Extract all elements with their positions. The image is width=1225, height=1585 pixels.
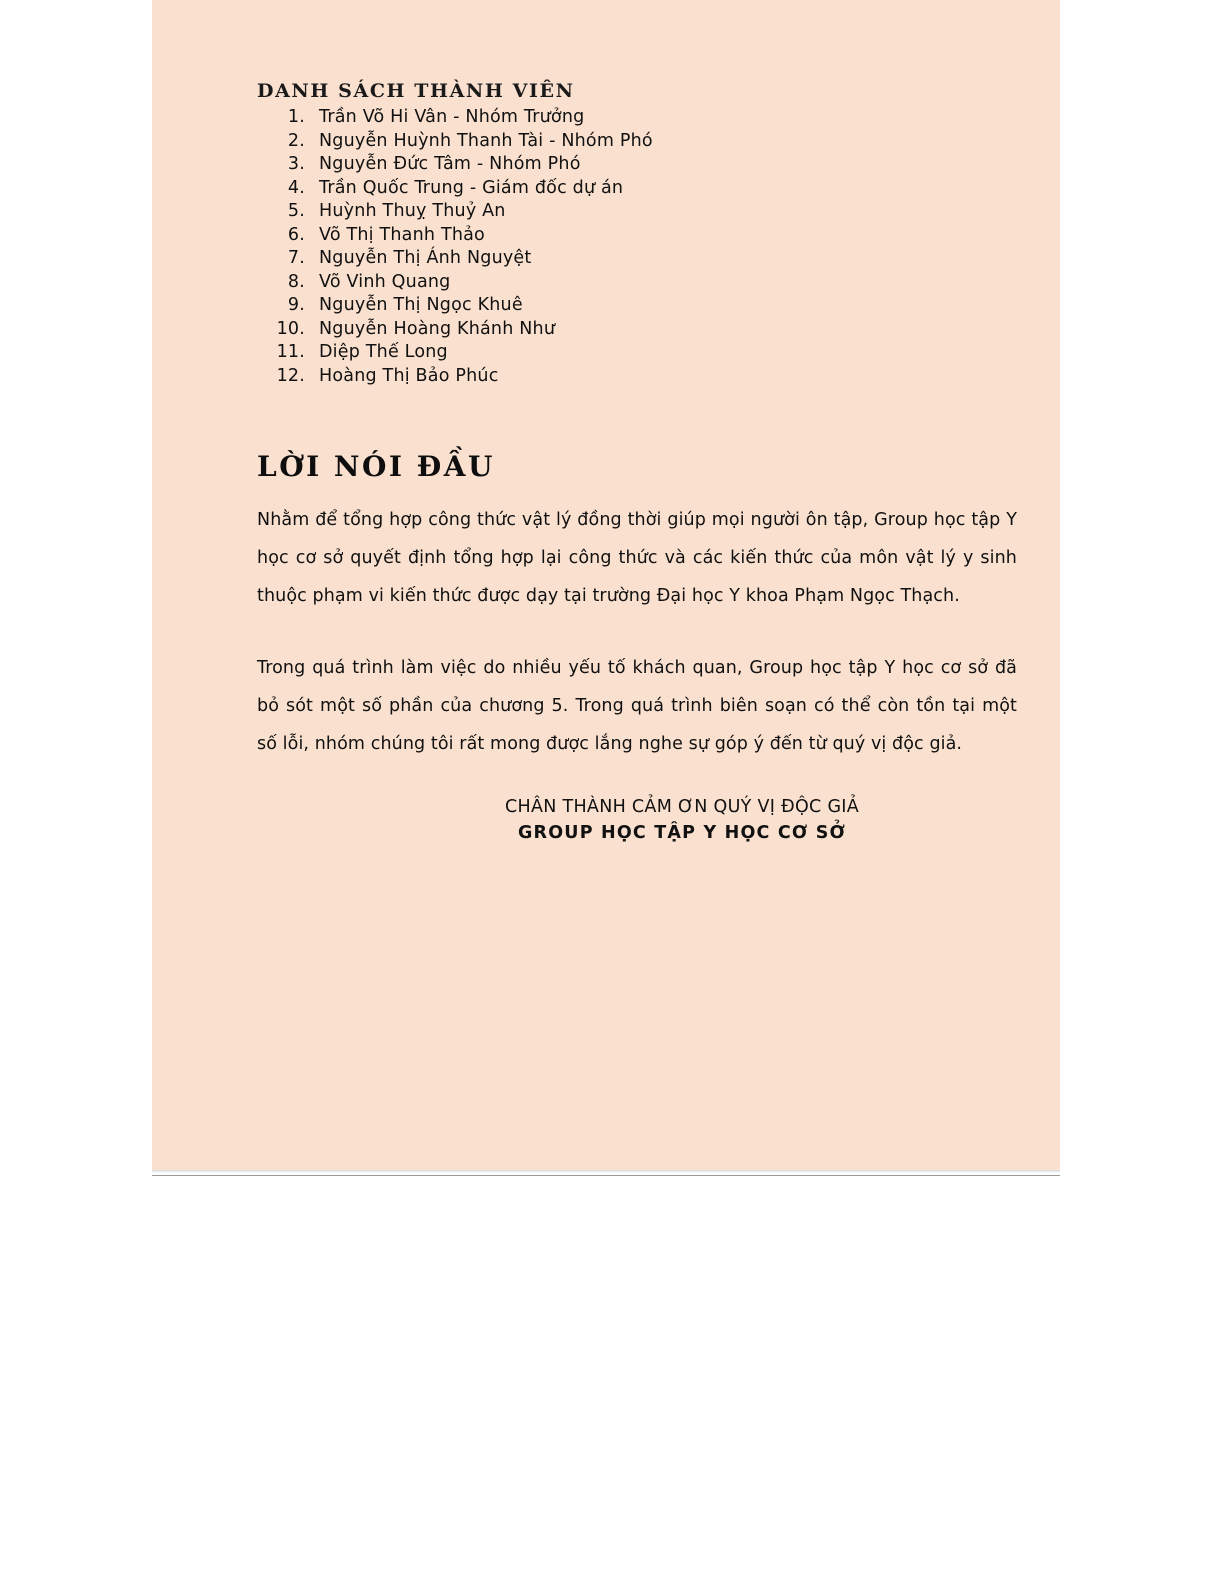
list-item: Nguyễn Đức Tâm - Nhóm Phó (319, 154, 581, 174)
page-content (257, 80, 1017, 843)
foreword-paragraph-2: Trong quá trình làm việc do nhiều yếu tố khách quan, Group học tập Y học cơ sở đã bỏ sót một số phần của chương 5. Trong quá trình biên soạn có thể còn tồn tại một số lỗi, nhóm chúng tôi rất mong được lắng nghe sự góp ý đến từ quý vị độc giả. (257, 658, 1017, 754)
members-list (257, 106, 957, 388)
list-item: Nguyễn Huỳnh Thanh Tài - Nhóm Phó (319, 130, 653, 151)
foreword-paragraph-1: Nhằm để tổng hợp công thức vật lý đồng thời giúp mọi người ôn tập, Group học tập Y học cơ sở quyết định tổng hợp lại công thức và các kiến thức của môn vật lý y sinh thuộc phạm vi kiến thức được dạy tại trường Đại học Y khoa Phạm Ngọc Thạch. (257, 510, 1017, 606)
closing-block (257, 797, 1017, 843)
list-item: Nguyễn Thị Ánh Nguyệt (319, 248, 532, 268)
list-item: Nguyễn Hoàng Khánh Như (319, 318, 556, 339)
page-bottom-shadow (152, 1170, 1060, 1173)
list-item: Trần Võ Hi Vân - Nhóm Trưởng (319, 107, 585, 127)
list-item: Nguyễn Thị Ngọc Khuê (319, 295, 523, 315)
list-item: Trần Quốc Trung - Giám đốc dự án (319, 177, 624, 198)
foreword-title: LỜI NÓI ĐẦU (257, 450, 495, 483)
list-item: Võ Thị Thanh Thảo (319, 224, 485, 245)
list-item: Võ Vinh Quang (319, 271, 451, 292)
closing-group-name: GROUP HỌC TẬP Y HỌC CƠ SỞ (517, 823, 847, 843)
document-page (152, 0, 1060, 1170)
list-item: Diệp Thế Long (319, 342, 448, 362)
closing-thanks-line: CHÂN THÀNH CẢM ƠN QUÝ VỊ ĐỘC GIẢ (504, 797, 860, 817)
page-separator-rule (152, 1175, 1060, 1176)
list-item: Hoàng Thị Bảo Phúc (319, 365, 499, 386)
members-list-title: DANH SÁCH THÀNH VIÊN (257, 80, 575, 102)
list-item: Huỳnh Thuỵ Thuỷ An (319, 201, 506, 221)
